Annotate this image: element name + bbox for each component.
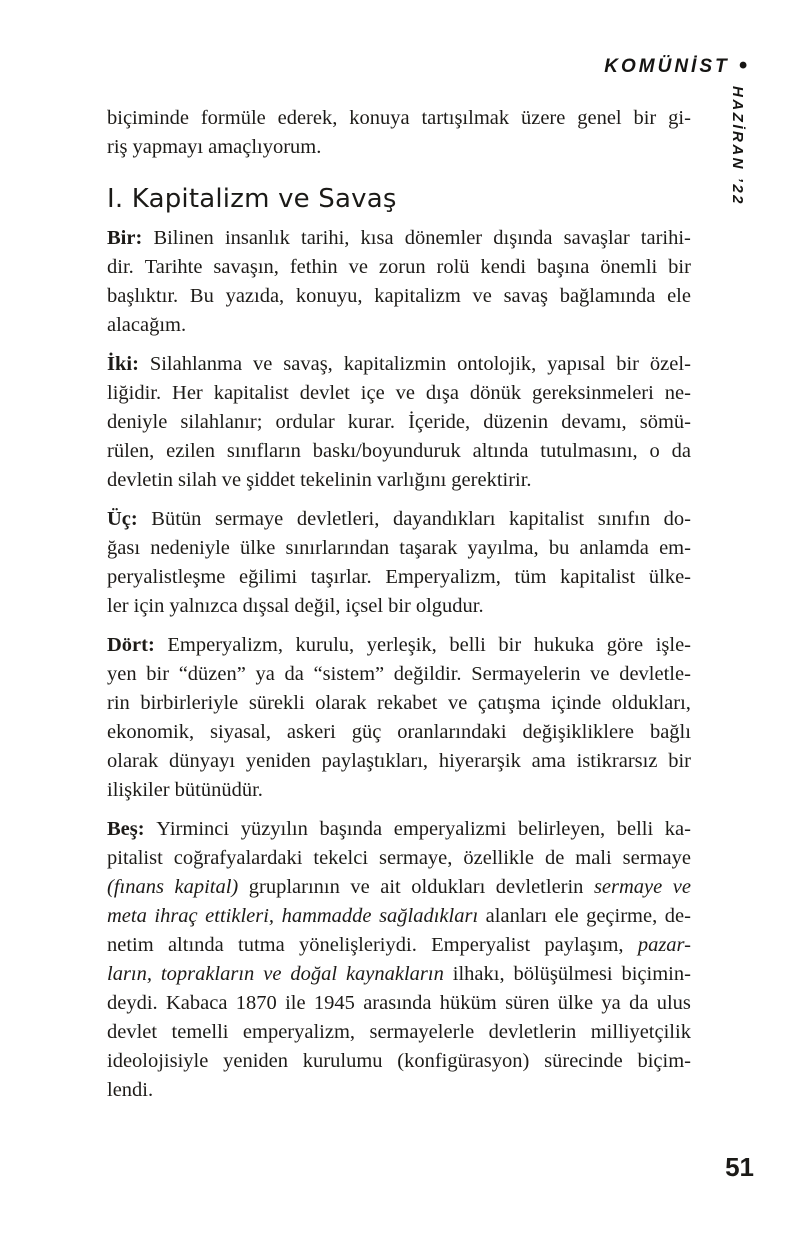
- text-line: Dört: Emperyalizm, kurulu, yerleşik, belli bir hukuka göre işle-: [107, 634, 691, 656]
- text-line: meta ihraç ettikleri, hammadde sağladıkları alanları ele geçirme, de-: [107, 905, 691, 927]
- text-line: olarak dünyayı yeniden paylaştıkları, hiyerarşik ama istikrarsız bir: [107, 750, 691, 772]
- text-line: ekonomik, siyasal, askeri güç oranlarındaki değişikliklere bağlı: [107, 721, 691, 743]
- text-line: lendi.: [107, 1079, 154, 1101]
- text-line: devlet temelli emperyalizm, sermayelerle devletlerin milliyetçilik: [107, 1021, 691, 1043]
- text-line: Beş: Yirminci yüzyılın başında emperyalizmi belirleyen, belli ka-: [107, 818, 691, 840]
- article-column: [107, 104, 691, 1105]
- text-line: Üç: Bütün sermaye devletleri, dayandıkları kapitalist sınıfın do-: [107, 508, 691, 530]
- intro-paragraph: [107, 104, 691, 162]
- text-line: (fınans kapital) gruplarının ve ait oldukları devletlerin sermaye ve: [107, 876, 691, 898]
- text-line: rin birbirleriyle sürekli olarak rekabet ve çatışma içinde oldukları,: [107, 692, 691, 714]
- paragraph: [107, 224, 691, 340]
- text-line: ler için yalnızca dışsal değil, içsel bir olgudur.: [107, 595, 484, 617]
- text-line: deydi. Kabaca 1870 ile 1945 arasında hüküm süren ülke ya da ulus: [107, 992, 691, 1014]
- text-line: ğası nedeniyle ülke sınırlarından taşarak yayılma, bu anlamda em-: [107, 537, 691, 559]
- page-number: 51: [725, 1152, 754, 1182]
- magazine-title: KOMÜNİST: [604, 56, 730, 77]
- text-line: dir. Tarihte savaşın, fethin ve zorun rolü kendi başına önemli bir: [107, 256, 691, 278]
- article-body: [107, 224, 691, 1105]
- text-line: peryalistleşme eğilimi taşırlar. Emperyalizm, tüm kapitalist ülke-: [107, 566, 691, 588]
- paragraph: [107, 815, 691, 1105]
- text-line: ideolojisiyle yeniden kurulumu (konfigürasyon) sürecinde biçim-: [107, 1050, 691, 1072]
- text-line: yen bir “düzen” ya da “sistem” değildir. Sermayelerin ve devletle-: [107, 663, 691, 685]
- text-line: liğidir. Her kapitalist devlet içe ve dışa dönük gereksinmeleri ne-: [107, 382, 691, 404]
- paragraph: [107, 631, 691, 805]
- section-heading: I. Kapitalizm ve Savaş: [107, 184, 397, 214]
- paragraph: [107, 505, 691, 621]
- text-line: başlıktır. Bu yazıda, konuyu, kapitalizm ve savaş bağlamında ele: [107, 285, 691, 307]
- text-line: ilişkiler bütünüdür.: [107, 779, 263, 801]
- text-line: riş yapmayı amaçlıyorum.: [107, 136, 322, 158]
- text-line: Bir: Bilinen insanlık tarihi, kısa dönemler dışında savaşlar tarihi-: [107, 227, 691, 249]
- text-line: biçiminde formüle ederek, konuya tartışılmak üzere genel bir gi-: [107, 107, 691, 129]
- issue-label: HAZİRAN ’22: [729, 86, 746, 207]
- text-line: netim altında tutma yönelişleriydi. Emperyalist paylaşım, pazar-: [107, 934, 691, 956]
- text-line: devletin silah ve şiddet tekelinin varlığını gerektirir.: [107, 469, 532, 491]
- paragraph: [107, 350, 691, 495]
- text-line: İki: Silahlanma ve savaş, kapitalizmin ontolojik, yapısal bir özel-: [107, 353, 691, 375]
- masthead: KOMÜNİST •: [604, 52, 747, 79]
- text-line: rülen, ezilen sınıfların baskı/boyunduruk altında tutulmasını, o da: [107, 440, 691, 462]
- text-line: deniyle silahlanır; ordular kurar. İçeride, düzenin devamı, sömü-: [107, 411, 691, 433]
- text-line: ların, toprakların ve doğal kaynakların ilhakı, bölüşülmesi biçimin-: [107, 963, 691, 985]
- text-line: alacağım.: [107, 314, 187, 336]
- text-line: pitalist coğrafyalardaki tekelci sermaye, özellikle de mali sermaye: [107, 847, 691, 869]
